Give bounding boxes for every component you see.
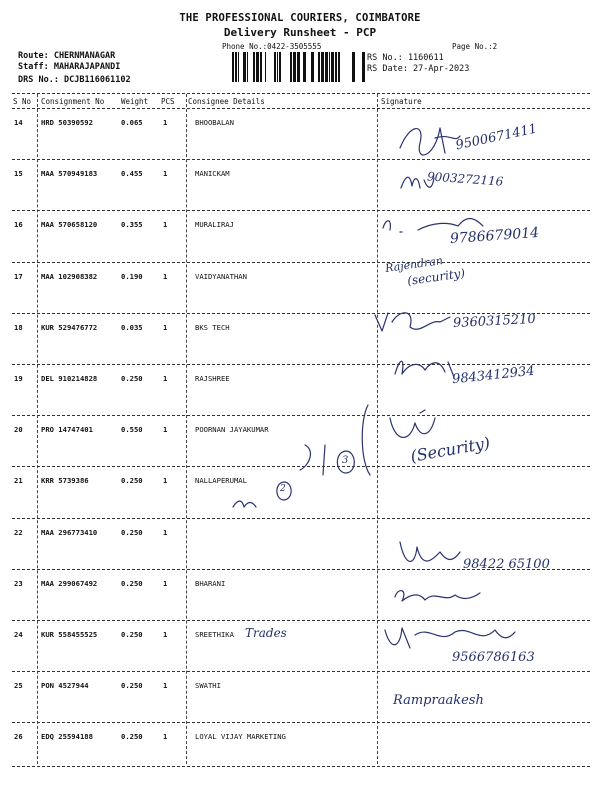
barcode-bar: [247, 52, 248, 82]
route-label: Route: CHERNMANAGAR: [18, 51, 116, 61]
row-consignee: SREETHIKA: [195, 630, 234, 639]
row-sno: 22: [14, 527, 23, 537]
col-consignment-header: Consignment No: [41, 97, 105, 106]
table-bottom-rule: [12, 766, 590, 767]
barcode-bar: [260, 52, 262, 82]
row-pcs: 1: [163, 374, 168, 383]
row-weight: 0.035: [121, 322, 143, 332]
barcode-bar: [277, 52, 278, 82]
handwritten-phone: 9786679014: [449, 224, 540, 248]
barcode-bar: [279, 52, 281, 82]
row-consignment-number: KUR 529476772: [41, 322, 98, 332]
page-number: Page No.:2: [452, 42, 498, 51]
row-consignment-number: KRR 5739386: [41, 476, 89, 486]
header-top-rule: [12, 93, 590, 94]
row-pcs: 1: [163, 681, 168, 691]
row-sno: 20: [14, 425, 23, 435]
handwritten-name: Rampraakesh: [393, 693, 484, 708]
row-weight: 0.250: [121, 476, 143, 486]
barcode-bar: [297, 52, 300, 82]
barcode-bar: [338, 52, 340, 82]
drs-number: DRS No.: DCJB116061102: [18, 75, 131, 85]
row-consignment-number: KUR 558455525: [41, 630, 98, 639]
row-pcs: 1: [163, 220, 168, 230]
row-consignment-number: MAA 102908382: [41, 271, 98, 281]
scribble-mark: [295, 440, 335, 480]
row-pcs: 1: [163, 425, 168, 435]
row-consignee: LOYAL VIJAY MARKETING: [195, 732, 286, 742]
handwritten-phone: 9843412934: [451, 363, 536, 388]
handwritten-phone: 98422 65100: [463, 557, 550, 572]
row-consignee: VAIDYANATHAN: [195, 271, 247, 281]
row-consignee: RAJSHREE: [195, 374, 230, 383]
row-separator: [12, 210, 590, 211]
barcode-bar: [331, 52, 334, 82]
row-sno: 15: [14, 169, 23, 179]
col-signature-header: Signature: [381, 97, 422, 106]
row-consignment-number: EDQ 25594188: [41, 732, 93, 742]
row-pcs: 1: [163, 271, 168, 281]
handwritten-name: Rajendran: [384, 254, 444, 275]
signature-scribble: [395, 537, 465, 577]
row-weight: 0.250: [121, 681, 143, 691]
row-pcs: 1: [163, 476, 168, 486]
row-sno: 21: [14, 476, 23, 486]
row-consignee: POORNAN JAYAKUMAR: [195, 425, 269, 435]
col-pcs-header: PCS: [161, 97, 175, 106]
row-separator: [12, 518, 590, 519]
row-weight: 0.190: [121, 271, 143, 281]
row-consignee: MANICKAM: [195, 169, 230, 179]
column-divider: [37, 94, 38, 764]
row-weight: 0.250: [121, 630, 143, 639]
row-sno: 26: [14, 732, 23, 742]
barcode-bar: [232, 52, 234, 82]
row-sno: 17: [14, 271, 23, 281]
row-separator: [12, 415, 590, 416]
row-sno: 14: [14, 118, 23, 127]
header-bottom-rule: [12, 108, 590, 109]
row-sno: 19: [14, 374, 23, 383]
handwritten-note: (security): [406, 266, 466, 288]
row-separator: [12, 159, 590, 160]
row-separator: [12, 364, 590, 365]
row-consignment-number: PRO 14747401: [41, 425, 93, 435]
barcode-bar: [335, 52, 337, 82]
row-weight: 0.550: [121, 425, 143, 435]
barcode-bar: [311, 52, 314, 82]
row-weight: 0.355: [121, 220, 143, 230]
row-weight: 0.455: [121, 169, 143, 179]
scribble-mark: [230, 495, 260, 515]
row-sno: 23: [14, 578, 23, 588]
row-sno: 24: [14, 630, 23, 639]
barcode-bar: [325, 52, 328, 82]
barcode-bar: [265, 52, 266, 82]
row-weight: 0.250: [121, 732, 143, 742]
signature-scribble: [370, 307, 455, 337]
bracket-mark: [358, 400, 378, 480]
barcode-bar: [318, 52, 320, 82]
barcode-bar: [253, 52, 255, 82]
barcode: [232, 52, 367, 82]
row-pcs: 1: [163, 578, 168, 588]
row-pcs: 1: [163, 169, 168, 179]
row-sno: 25: [14, 681, 23, 691]
signature-scribble: [390, 585, 485, 610]
row-consignment-number: MAA 299067492: [41, 578, 98, 588]
row-consignee: NALLAPERUMAL: [195, 476, 247, 486]
handwritten-phone: 9003272116: [426, 169, 504, 189]
barcode-bar: [293, 52, 296, 82]
handwritten-phone: 9360315210: [452, 311, 537, 332]
handwritten-phone: 9500671411: [454, 121, 539, 154]
row-pcs: 1: [163, 630, 168, 639]
row-consignee: BHOOBALAN: [195, 118, 234, 127]
col-sno-header: S No: [13, 97, 32, 106]
row-sno: 18: [14, 322, 23, 332]
handwritten-note: Trades: [245, 626, 287, 640]
signature-scribble: [390, 352, 460, 382]
row-consignee: BHARANI: [195, 578, 226, 588]
row-weight: 0.250: [121, 578, 143, 588]
row-weight: 0.250: [121, 527, 143, 537]
barcode-bar: [362, 52, 365, 82]
barcode-bar: [274, 52, 276, 82]
rs-number: RS No.: 1160611: [367, 53, 444, 63]
row-pcs: 1: [163, 732, 168, 742]
rs-date: RS Date: 27-Apr-2023: [367, 64, 470, 74]
barcode-bar: [303, 52, 306, 82]
row-pcs: 1: [163, 118, 168, 127]
company-name: THE PROFESSIONAL COURIERS, COIMBATORE: [179, 12, 421, 24]
document-title: Delivery Runsheet - PCP: [223, 26, 377, 39]
row-consignment-number: MAA 296773410: [41, 527, 98, 537]
barcode-bar: [321, 52, 324, 82]
staff-label: Staff: MAHARAJAPANDI: [18, 62, 121, 72]
col-consignee-header: Consignee Details: [188, 97, 265, 106]
barcode-bar: [256, 52, 259, 82]
circled-number: 3: [342, 455, 349, 466]
row-separator: [12, 262, 590, 263]
row-consignment-number: HRD 50390592: [41, 118, 93, 127]
barcode-bar: [352, 52, 355, 82]
row-pcs: 1: [163, 527, 168, 537]
phone-number: Phone No.:0422-3505555: [222, 42, 322, 51]
row-separator: [12, 671, 590, 672]
row-separator: [12, 722, 590, 723]
circled-number: 2: [280, 484, 286, 494]
row-consignee: BKS TECH: [195, 322, 230, 332]
handwritten-phone: 9566786163: [452, 650, 535, 665]
handwritten-note: (Security): [408, 433, 492, 466]
row-consignee: SWATHI: [195, 681, 221, 691]
row-pcs: 1: [163, 322, 168, 332]
row-consignee: MURALIRAJ: [195, 220, 234, 230]
barcode-bar: [235, 52, 237, 82]
row-consignment-number: MAA 570658120: [41, 220, 98, 230]
col-weight-header: Weight: [121, 97, 149, 106]
row-consignment-number: MAA 570949183: [41, 169, 98, 179]
barcode-bar: [238, 52, 239, 82]
row-weight: 0.250: [121, 374, 143, 383]
row-sno: 16: [14, 220, 23, 230]
barcode-bar: [290, 52, 292, 82]
column-divider: [186, 94, 187, 764]
row-consignment-number: PON 4527944: [41, 681, 89, 691]
barcode-bar: [243, 52, 246, 82]
barcode-bar: [329, 52, 330, 82]
row-consignment-number: DEL 910214828: [41, 374, 98, 383]
row-weight: 0.065: [121, 118, 143, 127]
